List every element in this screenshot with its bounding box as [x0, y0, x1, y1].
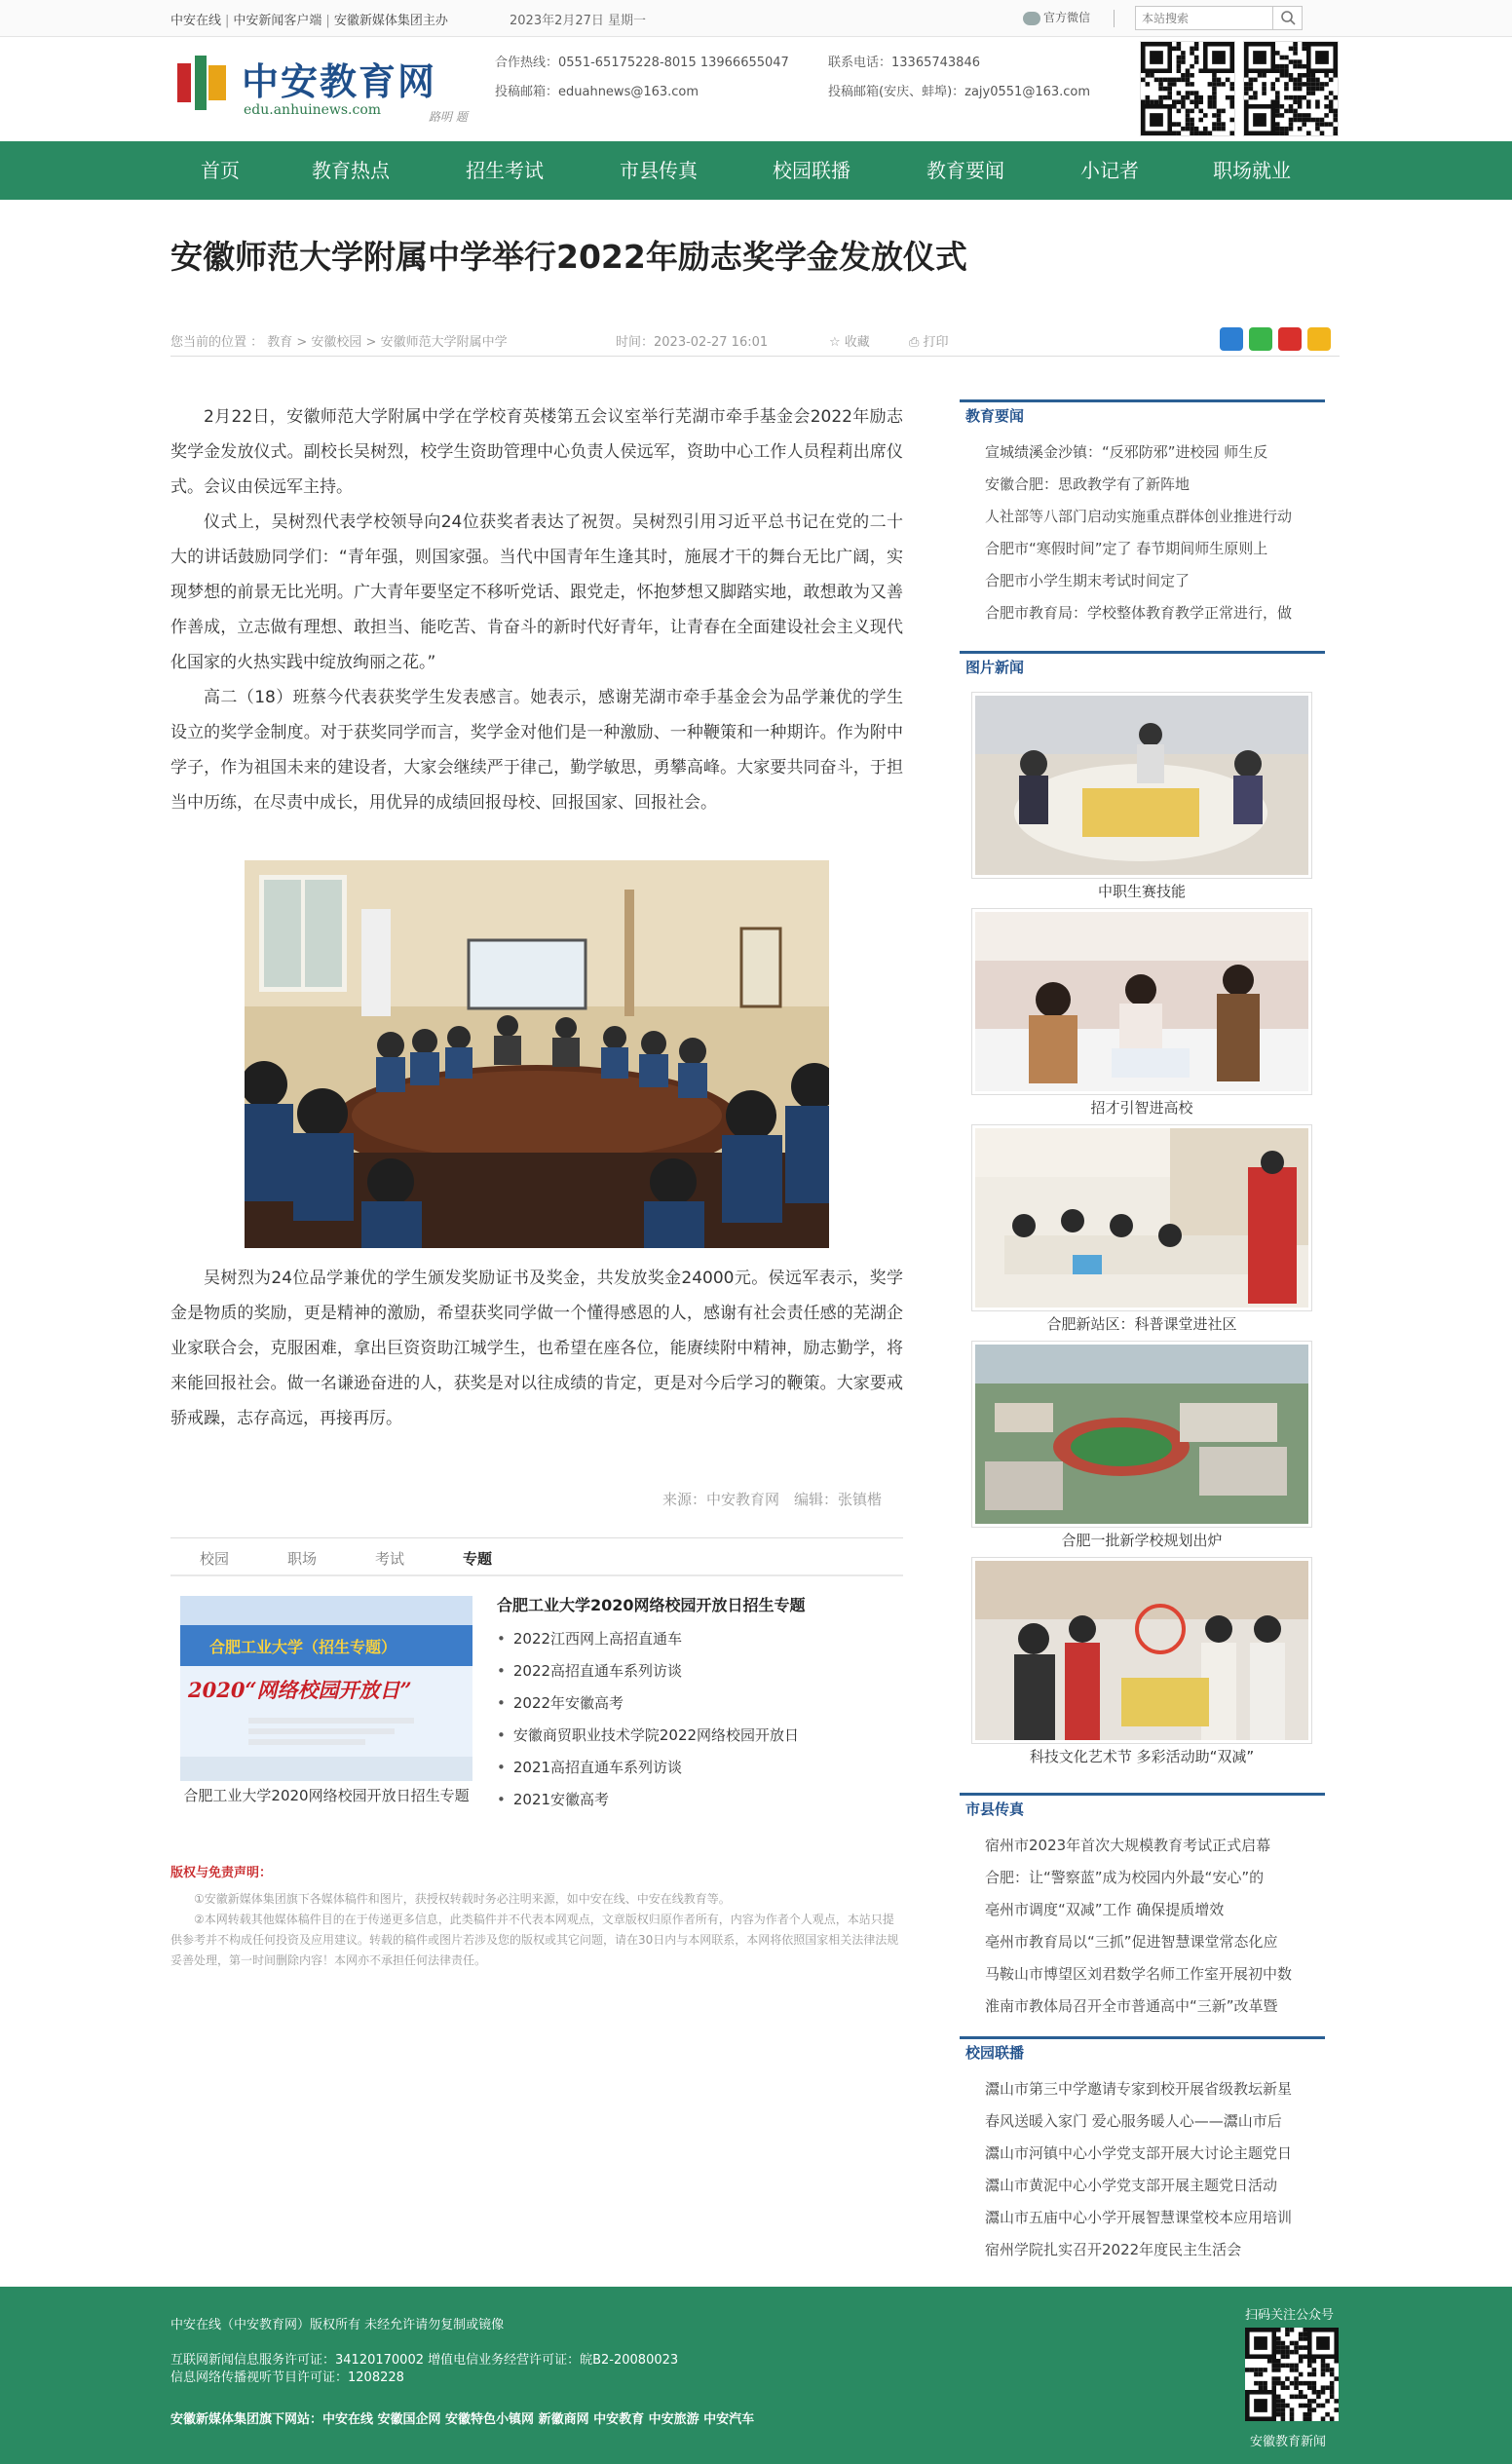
main-nav — [0, 141, 1512, 200]
top-links: 中安在线 | 中安新闻客户端 | 安徽新媒体集团主办 — [170, 14, 448, 28]
article-paragraph: 2月22日，安徽师范大学附属中学在学校育英楼第五会议室举行芜湖市牵手基金会2022年励志奖学金发放仪式。副校长吴树烈，校学生资助管理中心负责人侯远军，资助中心工作人员程莉出席仪式。会议由侯远军主持。 — [170, 407, 903, 497]
copyright-heading: 版权与免责声明： — [170, 1866, 273, 1880]
publish-time: 时间：2023-02-27 16:01 — [616, 335, 769, 350]
sidebar-link[interactable]: 亳州市调度“双减”工作 确保提质增效 — [985, 1901, 1225, 1918]
sidebar-link[interactable]: 合肥市教育局：学校整体教育教学正常进行，做 — [985, 604, 1293, 622]
sidebar-link[interactable]: 合肥：让“警察蓝”成为校园内外最“安心”的 — [985, 1869, 1265, 1886]
copyright-paragraph: ①安徽新媒体集团旗下各媒体稿件和图片，获授权转载时务必注明来源，如中安在线、中安在线教育等。 — [194, 1892, 731, 1906]
copyright-paragraph: ②本网转载其他媒体稿件目的在于传递更多信息，此类稿件并不代表本网观点，文章版权归原作者所有，内容为作者个人观点，本站只提供参考并不构成任何投资及应用建议。转载的稿件或图片若涉及您的版权或其它问题，请在30日内与本网联系，本网将依照国家相关法律法规妥善处理，第一时间删除内容！本网亦不承担任何法律责任。 — [170, 1913, 899, 1967]
sidebar-link[interactable]: 合肥市“寒假时间”定了 春节期间师生原则上 — [985, 540, 1268, 557]
logo-title: 中安教育网 — [242, 59, 437, 103]
qr-code-2 — [1243, 41, 1339, 136]
sidebar-link[interactable]: 灊山市五庙中心小学开展智慧课堂校本应用培训 — [985, 2209, 1293, 2226]
official-wechat-link[interactable]: 官方微信 — [1023, 9, 1090, 25]
banner-title: 合肥工业大学（招生专题） — [209, 1640, 397, 1656]
sidebar-photo-news — [960, 651, 1325, 680]
hotline: 合作热线：0551-65175228-8015 13966655047 — [495, 56, 789, 70]
photo-caption: 合肥新站区：科普课堂进社区 — [1046, 1315, 1237, 1333]
footer-license-av: 信息网络传播视听节目许可证：1208228 — [170, 2370, 404, 2385]
sidebar-heading[interactable]: 校园联播 — [960, 2036, 1325, 2066]
submission-email: 投稿邮箱：eduahnews@163.com — [495, 85, 699, 99]
article-paragraph: 仪式上，吴树烈代表学校领导向24位获奖者表达了祝贺。吴树烈引用习近平总书记在党的二十大的讲话鼓励同学们：“青年强，则国家强。当代中国青年生逢其时，施展才干的舞台无比广阔，实现梦想的前景无比光明。广大青年要坚定不移听党话、跟党走，怀抱梦想又脚踏实地，敢想敢为又善作善成，立志做有理想、敢担当、能吃苦、肯奋斗的新时代好青年，让青春在全面建设社会主义现代化国家的火热实践中绽放绚丽之花。” — [170, 512, 903, 672]
submission-email-2: 投稿邮箱(安庆、蚌埠)：zajy0551@163.com — [828, 85, 1091, 99]
tab-special[interactable]: 专题 — [463, 1550, 493, 1568]
list-item[interactable]: • 2021高招直通车系列访谈 — [497, 1752, 906, 1784]
print-button[interactable]: ⎙ 打印 — [909, 335, 949, 350]
list-item[interactable]: • 2022江西网上高招直通车 — [497, 1623, 906, 1655]
breadcrumb[interactable]: 您当前的位置 ： 教育 > 安徽校园 > 安徽师范大学附属中学 — [170, 335, 508, 350]
related-tabs — [170, 1537, 903, 1576]
sidebar-heading[interactable]: 图片新闻 — [960, 651, 1325, 680]
sidebar-link[interactable]: 宿州市2023年首次大规模教育考试正式启幕 — [985, 1837, 1271, 1854]
site-logo[interactable] — [173, 52, 475, 130]
list-item[interactable]: • 2022高招直通车系列访谈 — [497, 1655, 906, 1687]
nav-county-news[interactable]: 市县传真 — [620, 159, 698, 182]
sidebar-link[interactable]: 灊山市黄泥中心小学党支部开展主题党日活动 — [985, 2177, 1278, 2194]
sidebar-link[interactable]: 宿州学院扎实召开2022年度民主生活会 — [985, 2241, 1242, 2258]
printer-icon: ⎙ — [909, 335, 920, 350]
top-link-client[interactable]: 中安新闻客户端 — [233, 14, 322, 28]
share-bar — [1220, 327, 1337, 351]
copyright-notice — [170, 1863, 903, 1971]
sidebar-link[interactable]: 灊山市河镇中心小学党支部开展大讨论主题党日 — [985, 2144, 1293, 2162]
article-paragraph: 高二（18）班蔡今代表获奖学生发表感言。她表示，感谢芜湖市牵手基金会为品学兼优的学生设立的奖学金制度。对于获奖同学而言，奖学金对他们是一种激励、一种鞭策和一种期许。作为附中学子，作为祖国未来的建设者，大家会继续严于律己，勤学敏思，勇攀高峰。大家要共同奋斗，于担当中历练，在尽责中成长，用优异的成绩回报母校、回报国家、回报社会。 — [170, 688, 903, 813]
star-icon: ☆ — [829, 335, 841, 350]
share-qzone-icon[interactable] — [1307, 327, 1331, 351]
sidebar-link[interactable]: 安徽合肥：思政教学有了新阵地 — [985, 475, 1191, 493]
sidebar-heading[interactable]: 市县传真 — [960, 1793, 1325, 1822]
banner-subtitle: 2020“网络校园开放日” — [188, 1678, 412, 1702]
sidebar-link[interactable]: 淮南市教体局召开全市普通高中“三新”改革暨 — [985, 1997, 1278, 2015]
site-footer — [0, 2287, 1512, 2464]
search-input[interactable] — [1136, 7, 1272, 29]
photo-caption: 合肥一批新学校规划出炉 — [1061, 1532, 1223, 1549]
sidebar-link[interactable]: 马鞍山市博望区刘君数学名师工作室开展初中数 — [985, 1965, 1293, 1983]
footer-qr-label: 扫码关注公众号 — [1245, 2308, 1335, 2323]
feature-heading[interactable]: 合肥工业大学2020网络校园开放日招生专题 — [497, 1596, 806, 1614]
nav-campus[interactable]: 校园联播 — [773, 159, 850, 182]
photo-news-item[interactable] — [971, 1341, 1312, 1553]
sidebar-campus-news — [960, 2036, 1325, 2266]
photo-caption: 招才引智进高校 — [1090, 1099, 1193, 1117]
sidebar-link[interactable]: 合肥市小学生期末考试时间定了 — [985, 572, 1191, 589]
feature-banner[interactable] — [180, 1596, 472, 1781]
share-weibo-icon[interactable] — [1278, 327, 1302, 351]
contact-phone: 联系电话：13365743846 — [828, 56, 980, 70]
tab-exam[interactable]: 考试 — [375, 1550, 405, 1568]
sidebar-link[interactable]: 宣城绩溪金沙镇：“反邪防邪”进校园 师生反 — [985, 443, 1268, 461]
footer-license: 互联网新闻信息服务许可证：34120170002 增值电信业务经营许可证：皖B2-20080023 — [170, 2353, 679, 2368]
sidebar-link[interactable]: 春风送暖入家门 爱心服务暖人心——灊山市后 — [985, 2112, 1282, 2130]
nav-admissions[interactable]: 招生考试 — [466, 159, 544, 182]
sidebar-education-news — [960, 399, 1325, 629]
share-wechat-icon[interactable] — [1249, 327, 1272, 351]
article-photo — [245, 860, 829, 1248]
nav-education-news[interactable]: 教育要闻 — [926, 159, 1004, 182]
list-item[interactable]: • 2021安徽高考 — [497, 1784, 906, 1816]
footer-sites[interactable]: 安徽新媒体集团旗下网站：中安在线 安徽国企网 安徽特色小镇网 新徽商网 中安教育 中安旅游 中安汽车 — [170, 2412, 755, 2427]
list-item[interactable]: • 2022年安徽高考 — [497, 1687, 906, 1720]
nav-careers[interactable]: 职场就业 — [1213, 159, 1291, 182]
article-meta — [170, 331, 1340, 357]
search-icon — [1273, 7, 1303, 29]
photo-caption: 中职生赛技能 — [1097, 883, 1186, 900]
nav-education-hot[interactable]: 教育热点 — [312, 159, 390, 182]
wechat-icon — [1023, 12, 1040, 25]
sidebar-heading[interactable]: 教育要闻 — [960, 399, 1325, 429]
sidebar-county-news — [960, 1793, 1325, 2023]
qr-code-1 — [1140, 41, 1235, 136]
article-paragraph: 吴树烈为24位品学兼优的学生颁发奖励证书及奖金，共发放奖金24000元。侯远军表示，奖学金是物质的奖励，更是精神的激励，希望获奖同学做一个懂得感恩的人，感谢有社会责任感的芜湖企业家联合会，克服困难，拿出巨资资助江城学生，也希望在座各位，能赓续附中精神，励志勤学，将来能回报社会。做一名谦逊奋进的人，获奖是对以往成绩的肯定，更是对今后学习的鞭策。大家要戒骄戒躁，志存高远，再接再厉。 — [170, 1269, 903, 1428]
article-source: 来源：中安教育网 编辑：张镇楷 — [662, 1491, 883, 1508]
photo-caption: 科技文化艺术节 多彩活动助“双减” — [1029, 1748, 1255, 1765]
list-item[interactable]: • 安徽商贸职业技术学院2022网络校园开放日 — [497, 1720, 906, 1752]
nav-home[interactable]: 首页 — [201, 159, 240, 182]
logo-domain: edu.anhuinews.com — [244, 102, 382, 118]
footer-copyright: 中安在线（中安教育网）版权所有 未经允许请勿复制或镜像 — [170, 2318, 505, 2332]
feature-list — [497, 1588, 906, 1816]
footer-qr-code — [1245, 2328, 1339, 2421]
footer-qr-name: 安徽教育新闻 — [1250, 2435, 1327, 2449]
photo-news-item[interactable] — [971, 692, 1312, 904]
tab-campus[interactable]: 校园 — [200, 1550, 230, 1568]
favorite-button[interactable]: ☆ 收藏 — [829, 335, 870, 350]
tab-career[interactable]: 职场 — [287, 1550, 318, 1568]
logo-signature: 路明 题 — [429, 110, 468, 124]
current-date: 2023年2月27日 星期一 — [510, 14, 647, 28]
top-bar — [0, 0, 1512, 37]
logo-mark-icon — [173, 56, 228, 110]
top-link-group[interactable]: 安徽新媒体集团主办 — [333, 14, 448, 28]
search-button[interactable] — [1272, 7, 1302, 29]
photo-news-item[interactable] — [971, 1557, 1312, 1769]
photo-news-item[interactable] — [971, 1124, 1312, 1337]
site-header — [0, 38, 1512, 141]
nav-young-reporter[interactable]: 小记者 — [1080, 159, 1139, 182]
article-title: 安徽师范大学附属中学举行2022年励志奖学金发放仪式 — [170, 238, 967, 276]
sidebar-link[interactable]: 灊山市第三中学邀请专家到校开展省级教坛新星 — [985, 2080, 1293, 2098]
site-search — [1135, 6, 1303, 30]
photo-news-item[interactable] — [971, 908, 1312, 1120]
top-link-zhongan[interactable]: 中安在线 — [170, 14, 222, 28]
sidebar-link[interactable]: 亳州市教育局以“三抓”促进智慧课堂常态化应 — [985, 1933, 1278, 1951]
sidebar-link[interactable]: 人社部等八部门启动实施重点群体创业推进行动 — [985, 508, 1293, 525]
feature-caption[interactable]: 合肥工业大学2020网络校园开放日招生专题 — [183, 1787, 470, 1804]
share-plus-icon[interactable] — [1220, 327, 1243, 351]
